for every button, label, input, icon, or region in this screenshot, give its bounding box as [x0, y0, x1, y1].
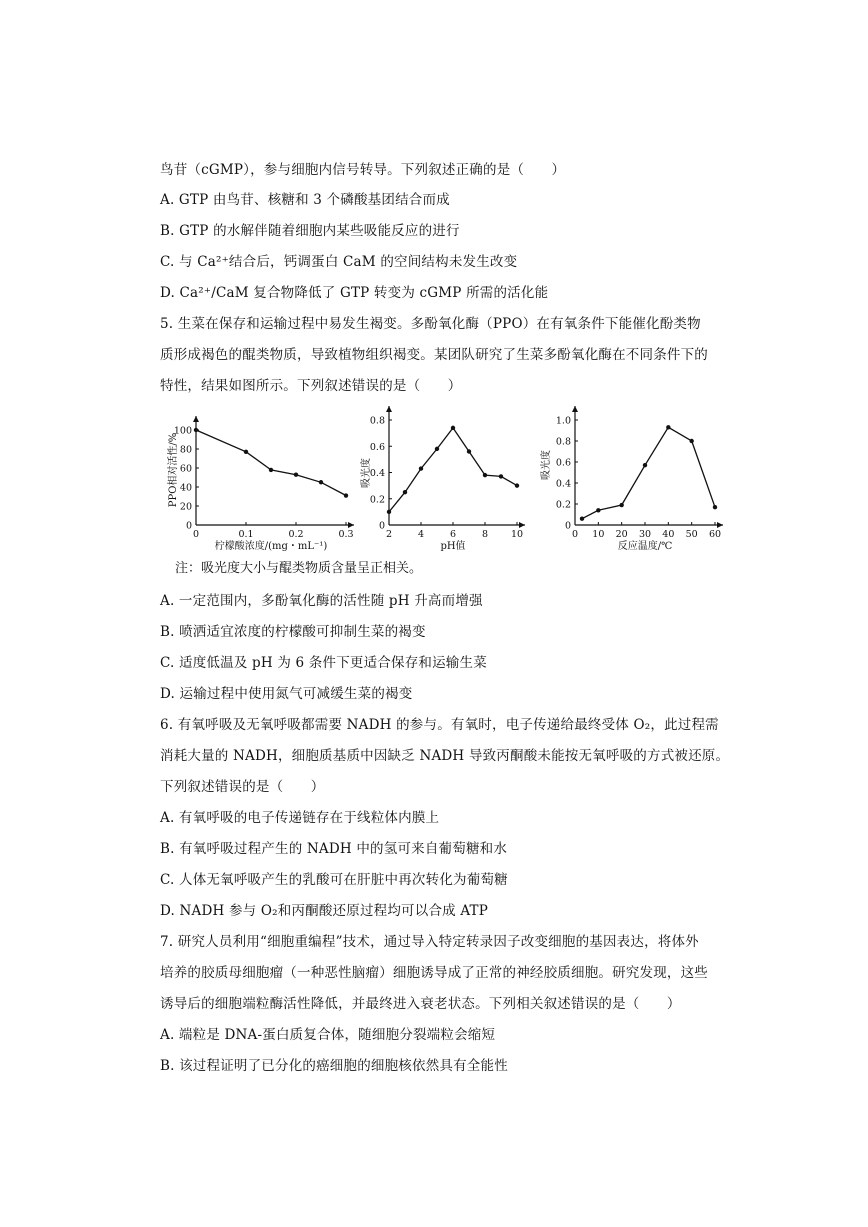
data-point	[419, 466, 423, 470]
x-axis-arrow	[519, 522, 525, 528]
data-point	[294, 472, 298, 476]
x-tick-label: 40	[662, 529, 675, 540]
q6-option-d: D. NADH 参与 O₂和丙酮酸还原过程均可以合成 ATP	[160, 903, 489, 919]
q7-stem-line-1: 7. 研究人员利用“细胞重编程”技术，通过导入特定转录因子改变细胞的基因表达，将体外	[160, 934, 699, 950]
data-point	[467, 449, 471, 453]
q6-option-c: C. 人体无氧呼吸产生的乳酸可在肝脏中再次转化为葡萄糖	[160, 872, 508, 888]
x-tick-label: 0	[571, 529, 579, 540]
chart-absorbance-temperature	[535, 405, 730, 555]
y-tick-label: 0.8	[369, 415, 385, 427]
series-line	[389, 428, 517, 512]
y-tick-label: 0	[185, 520, 192, 532]
q4-option-c: C. 与 Ca²⁺结合后，钙调蛋白 CaM 的空间结构未发生改变	[160, 254, 518, 270]
y-tick-label: 1.0	[555, 415, 571, 427]
y-tick-label: 0.4	[555, 478, 571, 490]
x-tick-label: 0.2	[288, 529, 304, 540]
data-point	[387, 510, 391, 514]
x-tick-label: 10	[510, 529, 524, 540]
y-axis-arrow	[193, 416, 199, 422]
y-tick-label: 0.2	[555, 499, 571, 511]
q6-option-b: B. 有氧呼吸过程产生的 NADH 中的氢可来自葡萄糖和水	[160, 841, 508, 857]
q5-stem-line-1: 5. 生菜在保存和运输过程中易发生褐变。多酚氧化酶（PPO）在有氧条件下能催化酚类物	[160, 316, 701, 332]
y-axis-arrow	[572, 406, 578, 412]
data-point	[451, 426, 455, 430]
data-point	[666, 425, 670, 429]
y-axis-label: 吸光度	[541, 450, 552, 480]
x-axis-label: pH值	[440, 541, 466, 552]
y-tick-label: 100	[173, 425, 192, 437]
y-tick-label: 40	[179, 482, 192, 494]
y-tick-label: 0.8	[555, 436, 571, 448]
y-tick-label: 0.6	[555, 457, 571, 469]
data-point	[244, 450, 248, 454]
q5-option-b: B. 喷洒适宜浓度的柠檬酸可抑制生菜的褐变	[160, 624, 426, 640]
y-tick-label: 0.4	[369, 468, 385, 479]
x-tick-label: 4	[417, 529, 425, 540]
data-point	[619, 503, 623, 507]
y-tick-label: 0	[564, 520, 571, 532]
x-axis-arrow	[348, 522, 354, 528]
q5-option-c: C. 适度低温及 pH 为 6 条件下更适合保存和运输生菜	[160, 655, 487, 671]
data-point	[403, 490, 407, 494]
data-point	[483, 473, 487, 477]
x-tick-label: 8	[481, 529, 489, 540]
x-tick-label: 50	[685, 529, 698, 540]
y-axis-arrow	[386, 406, 392, 412]
x-tick-label: 2	[385, 529, 393, 540]
data-point	[596, 508, 600, 512]
q7-stem-line-3: 诱导后的细胞端粒酶活性降低，并最终进入衰老状态。下列相关叙述错误的是（ ）	[160, 996, 681, 1012]
data-point	[515, 483, 519, 487]
q6-stem-line-2: 消耗大量的 NADH，细胞质基质中因缺乏 NADH 导致丙酮酸未能按无氧呼吸的方式被还原。	[160, 748, 730, 764]
y-axis-label: PPO相对活性/%	[168, 432, 179, 508]
x-tick-label: 6	[449, 529, 457, 540]
data-point	[319, 480, 323, 484]
data-point	[643, 463, 647, 467]
x-axis-label: 反应温度/℃	[617, 541, 673, 552]
y-tick-label: 80	[179, 444, 192, 456]
q7-option-b: B. 该过程证明了已分化的癌细胞的细胞核依然具有全能性	[160, 1058, 508, 1074]
x-axis-label: 柠檬酸浓度/(mg・mL⁻¹)	[214, 541, 328, 552]
q6-stem-line-3: 下列叙述错误的是（ ）	[160, 779, 325, 795]
y-tick-label: 0.6	[369, 441, 385, 453]
q4-stem: 鸟苷（cGMP），参与细胞内信号转导。下列叙述正确的是（ ）	[160, 162, 566, 178]
data-point	[580, 517, 584, 521]
data-point	[713, 505, 717, 509]
q4-option-d: D. Ca²⁺/CaM 复合物降低了 GTP 转变为 cGMP 所需的活化能	[160, 285, 549, 301]
q5-stem-line-3: 特性，结果如图所示。下列叙述错误的是（ ）	[160, 378, 462, 394]
chart-absorbance-ph	[355, 405, 535, 555]
data-point	[194, 428, 198, 432]
data-point	[689, 439, 693, 443]
x-tick-label: 0	[192, 529, 200, 540]
y-tick-label: 0.2	[369, 494, 385, 506]
q5-option-a: A. 一定范围内，多酚氧化酶的活性随 pH 升高而增强	[160, 593, 483, 609]
x-tick-label: 60	[708, 529, 722, 540]
data-point	[435, 447, 439, 451]
q5-option-d: D. 运输过程中使用氮气可减缓生菜的褐变	[160, 686, 413, 702]
y-axis-label: 吸光度	[361, 458, 372, 488]
chart-note: 注：吸光度大小与醌类物质含量呈正相关。	[175, 561, 423, 576]
q4-option-a: A. GTP 由鸟苷、核糖和 3 个磷酸基团结合而成	[160, 192, 450, 208]
x-tick-label: 20	[615, 529, 628, 540]
chart-ppo-citric-acid	[160, 405, 360, 555]
x-tick-label: 10	[592, 529, 605, 540]
x-tick-label: 0.1	[238, 529, 254, 540]
data-point	[499, 474, 503, 478]
data-point	[344, 493, 348, 497]
y-tick-label: 0	[378, 520, 385, 532]
data-point	[269, 468, 273, 472]
y-tick-label: 60	[179, 463, 192, 475]
q4-option-b: B. GTP 的水解伴随着细胞内某些吸能反应的进行	[160, 223, 460, 239]
q7-stem-line-2: 培养的胶质母细胞瘤（一种恶性脑瘤）细胞诱导成了正常的神经胶质细胞。研究发现，这些	[160, 965, 708, 981]
q5-stem-line-2: 质形成褐色的醌类物质，导致植物组织褐变。某团队研究了生菜多酚氧化酶在不同条件下的	[160, 347, 708, 363]
x-tick-label: 0.3	[338, 529, 354, 540]
x-tick-label: 30	[638, 529, 652, 540]
series-line	[582, 427, 715, 518]
series-line	[196, 430, 346, 496]
q7-option-a: A. 端粒是 DNA-蛋白质复合体，随细胞分裂端粒会缩短	[160, 1027, 496, 1043]
q6-option-a: A. 有氧呼吸的电子传递链存在于线粒体内膜上	[160, 810, 440, 826]
x-axis-arrow	[717, 522, 723, 528]
q6-stem-line-1: 6. 有氧呼吸及无氧呼吸都需要 NADH 的参与。有氧时，电子传递给最终受体 O₂，此过程需	[160, 717, 719, 733]
y-tick-label: 20	[179, 501, 192, 513]
